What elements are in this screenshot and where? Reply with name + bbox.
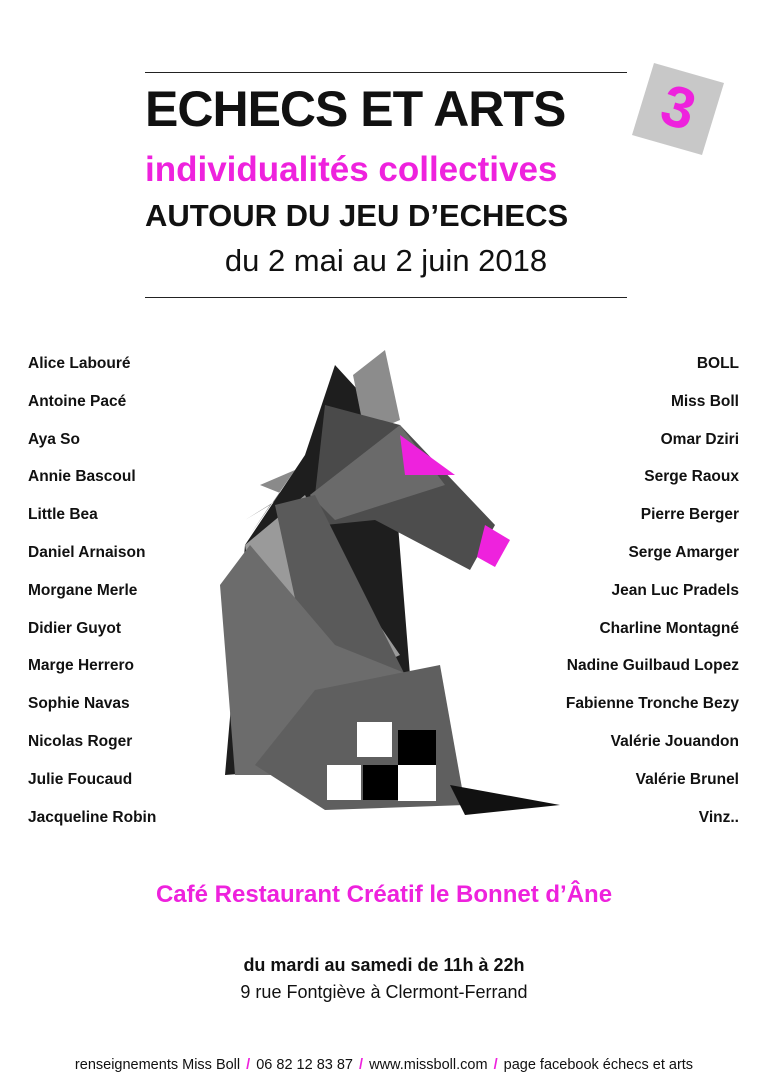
artist-name: Miss Boll: [670, 392, 739, 410]
poster-tagline: AUTOUR DU JEU D’ECHECS: [145, 198, 569, 233]
artists-list-right: [566, 353, 739, 844]
artist-name: Annie Bascoul: [28, 468, 136, 486]
footer-separator: /: [246, 1057, 251, 1073]
venue-name: Café Restaurant Créatif le Bonnet d’Âne: [155, 881, 613, 908]
bottom-rule: [145, 297, 627, 298]
footer-facebook-link[interactable]: page facebook échecs et arts: [503, 1057, 694, 1073]
footer-separator: /: [359, 1057, 364, 1073]
artist-name: Serge Amarger: [628, 543, 739, 561]
artist-name: BOLL: [696, 355, 739, 372]
top-rule: [145, 72, 627, 73]
edition-number: 3: [653, 71, 703, 144]
artist-name: Daniel Arnaison: [28, 543, 146, 561]
artist-name: Nadine Guilbaud Lopez: [566, 657, 739, 675]
artist-name: Alice Labouré: [28, 355, 131, 372]
poster-title: ECHECS ET ARTS: [145, 81, 566, 137]
artist-name: Marge Herrero: [28, 657, 134, 675]
artist-name: Julie Foucaud: [28, 770, 133, 788]
artist-name: Omar Dziri: [660, 430, 739, 448]
artist-name: Vinz..: [698, 808, 739, 826]
venue-address: 9 rue Fontgiève à Clermont-Ferrand: [240, 982, 528, 1002]
artist-name: Didier Guyot: [28, 619, 122, 637]
artist-name: Sophie Navas: [28, 695, 130, 713]
footer-info: renseignements Miss Boll: [74, 1057, 241, 1073]
opening-hours: du mardi au samedi de 11h à 22h: [243, 955, 525, 975]
artist-name: Jacqueline Robin: [28, 808, 157, 826]
artist-name: Charline Montagné: [599, 619, 739, 637]
footer-phone: 06 82 12 83 87: [256, 1057, 353, 1073]
artist-name: Valérie Jouandon: [610, 732, 739, 750]
artists-list-left: [28, 353, 156, 844]
artist-name: Pierre Berger: [640, 506, 739, 524]
artist-name: Aya So: [28, 430, 80, 448]
exhibition-dates: du 2 mai au 2 juin 2018: [224, 243, 548, 278]
footer-website-link[interactable]: www.missboll.com: [369, 1057, 488, 1073]
edition-badge: [632, 63, 724, 155]
artist-name: Nicolas Roger: [28, 732, 133, 750]
artist-name: Jean Luc Pradels: [611, 581, 739, 599]
footer-contact: [0, 1053, 768, 1077]
chess-knight-icon: [215, 345, 565, 815]
footer-separator: /: [493, 1057, 498, 1073]
artist-name: Serge Raoux: [644, 468, 739, 486]
artist-name: Fabienne Tronche Bezy: [565, 695, 739, 713]
artist-name: Antoine Pacé: [28, 392, 127, 410]
artist-name: Little Bea: [28, 506, 98, 524]
artist-name: Morgane Merle: [28, 581, 138, 599]
artist-name: Valérie Brunel: [635, 770, 739, 788]
poster-subtitle: individualités collectives: [145, 150, 558, 189]
